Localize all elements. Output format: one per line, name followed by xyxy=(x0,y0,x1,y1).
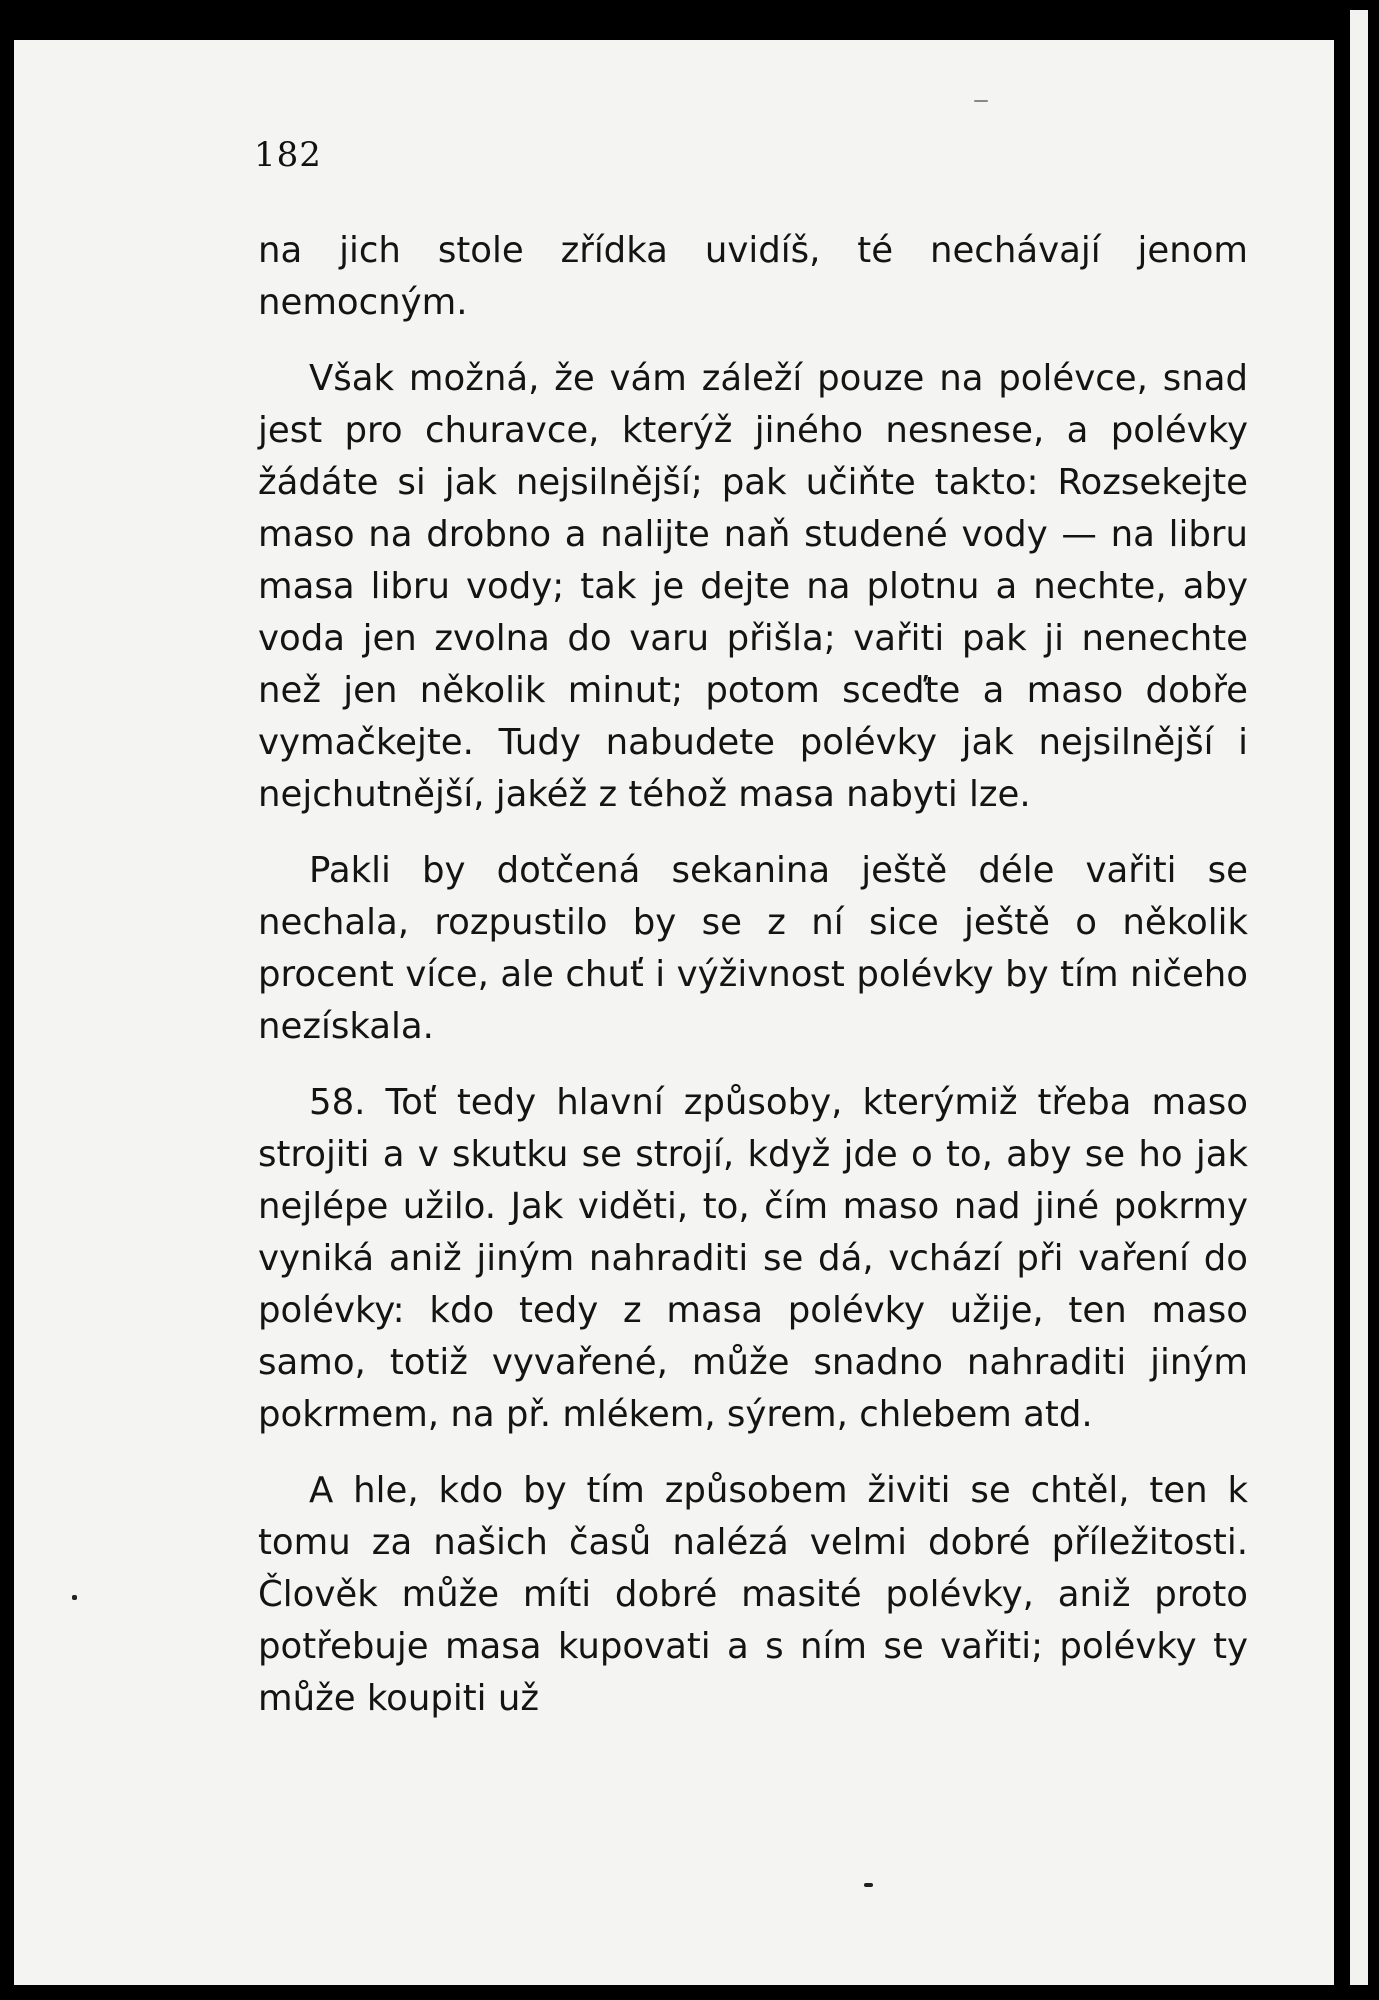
print-speck xyxy=(72,1595,77,1600)
print-speck xyxy=(974,100,988,102)
book-page xyxy=(14,40,1334,1985)
body-text xyxy=(258,225,1248,1749)
paragraph-5: A hle, kdo by tím způsobem živiti se chtěl, ten k tomu za našich časů nalézá velmi dobré příležitosti. Člověk může míti dobré masité polévky, aniž proto potřebuje masa kupovati a s ním se vařiti; polévky ty může koupiti už xyxy=(258,1470,1248,1719)
paragraph-3: Pakli by dotčená sekanina ještě déle vařiti se nechala, rozpustilo by se z ní sice ještě o několik procent více, ale chuť i výživnost polévky by tím ničeho nezískala. xyxy=(258,850,1248,1047)
paragraph-2: Však možná, že vám záleží pouze na polévce, snad jest pro churavce, kterýž jiného nesnese, a polévky žádáte si jak nejsilnější; pak učiňte takto: Rozsekejte maso na drobno a nalijte naň studené vody — na libru masa libru vody; tak je dejte na plotnu a nechte, aby voda jen zvolna do varu přišla; vařiti pak ji nenechte než jen několik minut; potom sceďte a maso dobře vymačkejte. Tudy nabudete polévky jak nejsilnější i nejchutnější, jakéž z téhož masa nabyti lze. xyxy=(258,358,1248,815)
paragraph-4: 58. Toť tedy hlavní způsoby, kterýmiž třeba maso strojiti a v skutku se strojí, když jde o to, aby se ho jak nejlépe užilo. Jak viděti, to, čím maso nad jiné pokrmy vyniká aniž jiným nahraditi se dá, vchází při vaření do polévky: kdo tedy z masa polévky užije, ten maso samo, totiž vyvařené, může snadno nahraditi jiným pokrmem, na př. mlékem, sýrem, chlebem atd. xyxy=(258,1082,1248,1435)
page-number: 182 xyxy=(254,135,322,175)
adjacent-page-edge xyxy=(1350,10,1368,1985)
print-speck xyxy=(864,1883,873,1887)
paragraph-1: na jich stole zřídka uvidíš, té nechávají jenom nemocným. xyxy=(258,230,1248,323)
